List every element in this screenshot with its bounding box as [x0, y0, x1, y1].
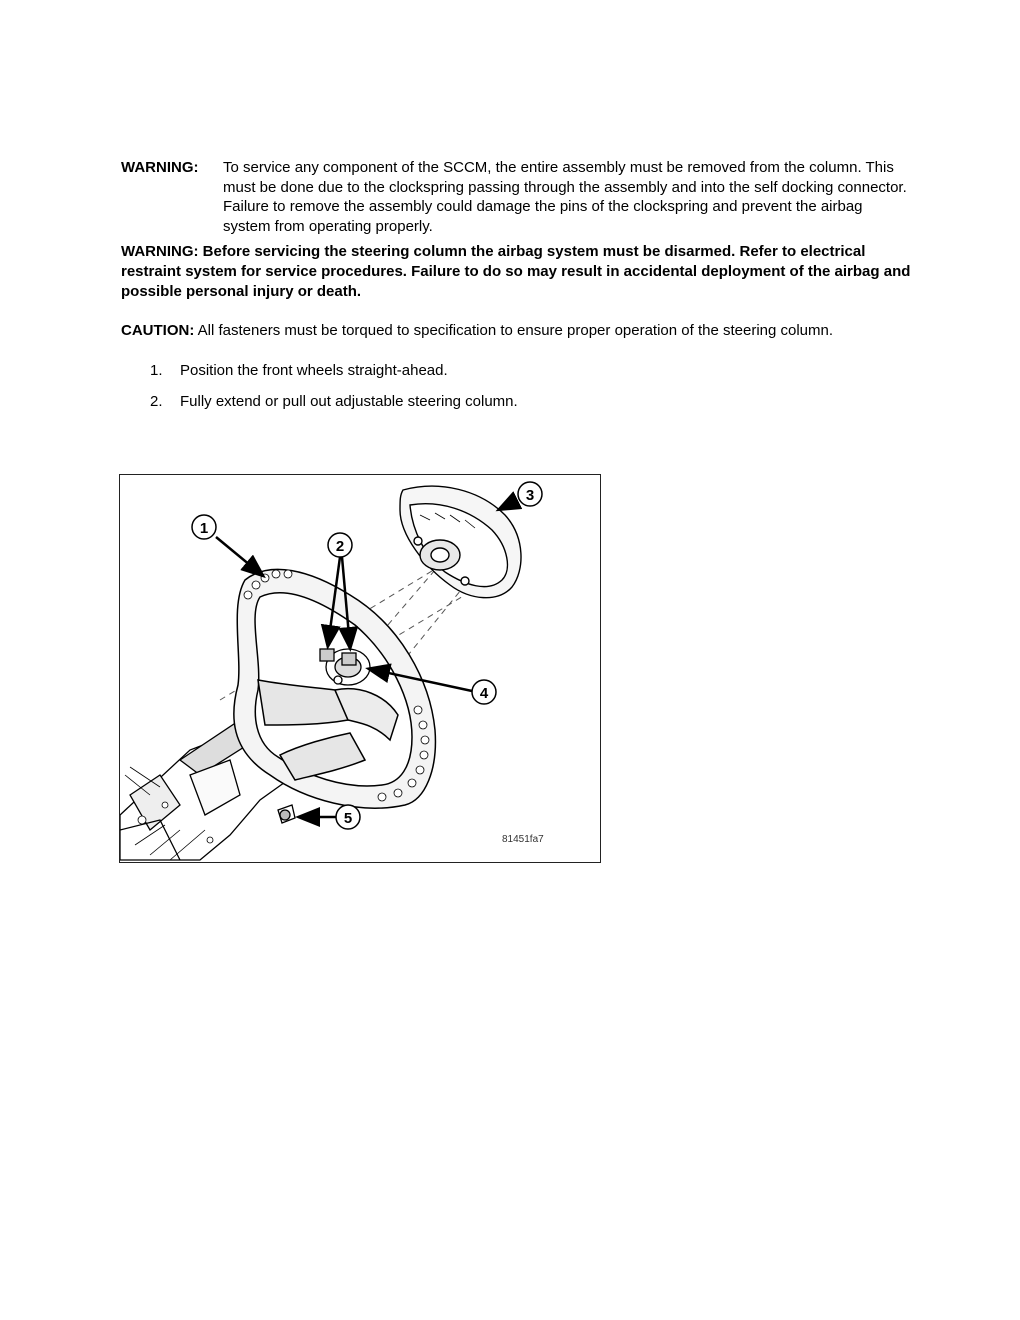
svg-text:2: 2 [335, 538, 345, 555]
step-text: Position the front wheels straight-ahead. [180, 362, 448, 379]
figure-id: 81451fa7 [502, 834, 544, 845]
step-number: 2. [150, 393, 163, 410]
airbag-module [400, 486, 521, 598]
callout-2 [328, 533, 352, 557]
callout-5 [336, 805, 360, 829]
callout-4 [472, 680, 496, 704]
svg-text:5: 5 [343, 810, 353, 827]
callout-1 [192, 515, 216, 539]
illustration-drawing [120, 475, 601, 863]
caution-text: All fasteners must be torqued to specification to ensure proper operation of the steering column. [194, 322, 834, 339]
warning-airbag: WARNING: Before servicing the steering column the airbag system must be disarmed. Refer to electrical restraint system for service procedures. Failure to do so may result in accidental deployment of the airbag and possible personal injury or death. [121, 243, 911, 300]
steering-wheel-illustration [119, 474, 601, 863]
document-body [121, 158, 911, 423]
mounting-bolt [278, 805, 295, 823]
step-item [150, 392, 911, 412]
warning-sccm [121, 158, 911, 236]
svg-text:4: 4 [479, 685, 489, 702]
warning-label: WARNING: [121, 159, 199, 176]
caution-note [121, 321, 911, 341]
svg-text:1: 1 [199, 520, 209, 537]
warning-text: To service any component of the SCCM, the entire assembly must be removed from the column. This must be done due to the clockspring passing through the assembly and into the self docking connector. Failure to remove the assembly could damage the pins of the clockspring and prevent the airbag system from operating properly. [223, 159, 907, 235]
step-number: 1. [150, 362, 163, 379]
callout-3 [518, 482, 542, 506]
step-item [150, 361, 911, 381]
caution-label: CAUTION: [121, 322, 195, 339]
step-text: Fully extend or pull out adjustable steering column. [180, 393, 518, 410]
svg-text:3: 3 [525, 487, 535, 504]
procedure-steps [121, 361, 911, 412]
